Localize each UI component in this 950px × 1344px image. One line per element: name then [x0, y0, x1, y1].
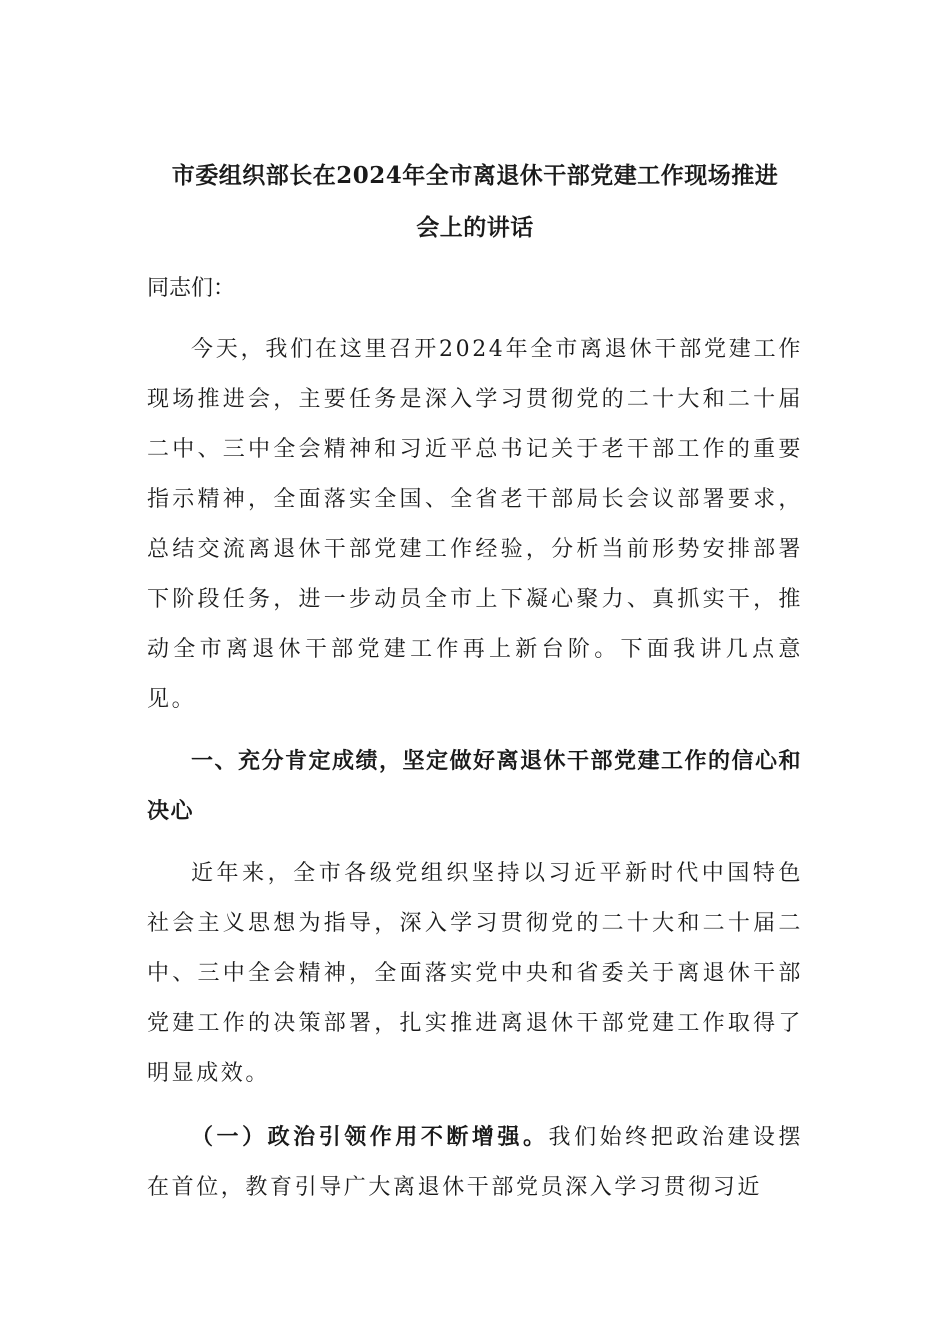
section-1-heading: 一、充分肯定成绩，坚定做好离退休干部党建工作的信心和决心	[147, 748, 803, 824]
subsection-1-lead: （一）政治引领作用不断增强。	[191, 1124, 549, 1150]
subsection-1-text: 我们始终把政治建设摆在首位，教育引导广大离退休干部党员深入学习贯彻习近	[147, 1125, 803, 1200]
title-line-1: 市委组织部长在2024年全市离退休干部党建工作现场推进	[171, 162, 779, 189]
subsection-1-paragraph	[147, 1112, 803, 1213]
document-title	[147, 150, 803, 254]
title-line-2: 会上的讲话	[416, 214, 534, 241]
document-page	[147, 150, 803, 1213]
greeting: 同志们：	[147, 276, 236, 301]
intro-paragraph: 今天，我们在这里召开2024年全市离退休干部党建工作现场推进会，主要任务是深入学习贯彻党的二十大和二十届二中、三中全会精神和习近平总书记关于老干部工作的重要指示精神，全面落实全国、全省老干部局长会议部署要求，总结交流离退休干部党建工作经验，分析当前形势安排部署下阶段任务，进一步动员全市上下凝心聚力、真抓实干，推动全市离退休干部党建工作再上新台阶。下面我讲几点意见。	[147, 337, 803, 712]
section-1-paragraph: 近年来，全市各级党组织坚持以习近平新时代中国特色社会主义思想为指导，深入学习贯彻党的二十大和二十届二中、三中全会精神，全面落实党中央和省委关于离退休干部党建工作的决策部署，扎实推进离退休干部党建工作取得了明显成效。	[147, 861, 803, 1086]
